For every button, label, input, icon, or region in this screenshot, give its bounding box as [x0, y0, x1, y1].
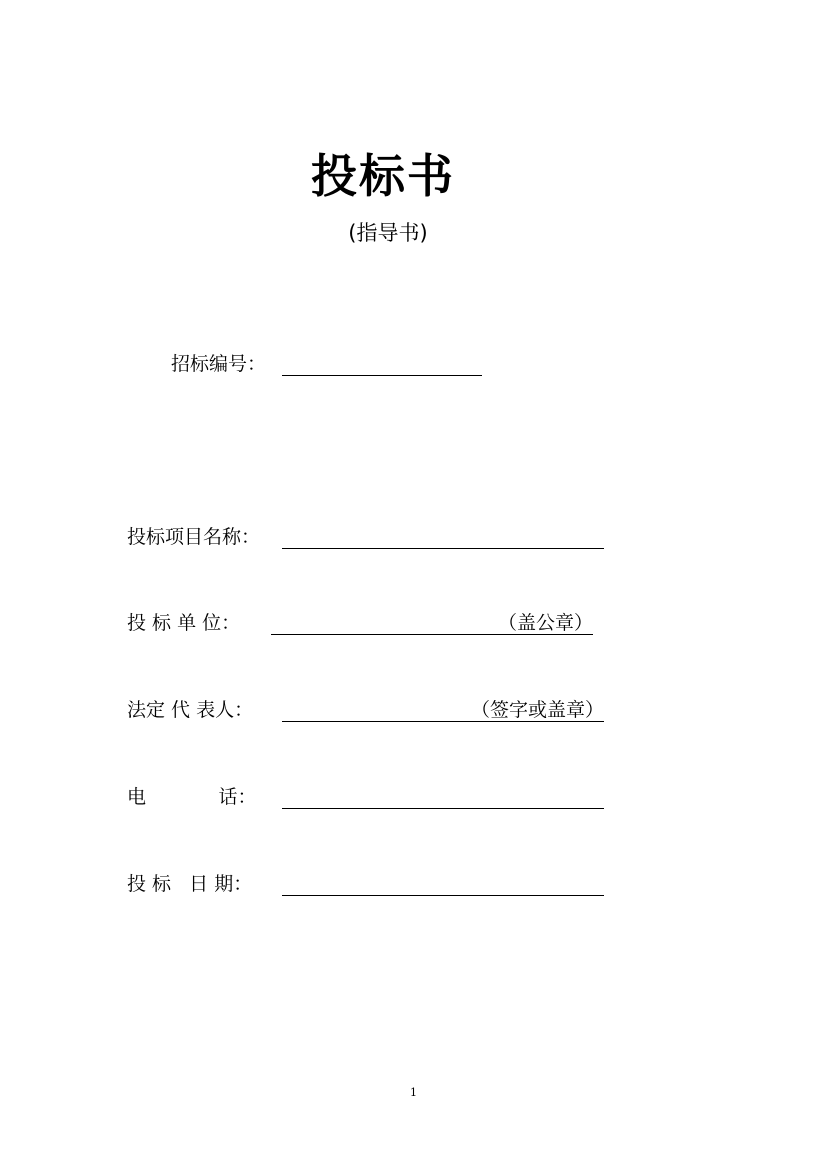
- bidder-field: [127, 610, 607, 638]
- project-name-label: 投标项目名称：: [127, 526, 261, 548]
- tender-number-label: 招标编号：: [171, 353, 267, 375]
- document-subtitle: (指导书): [348, 221, 428, 245]
- bidder-label: 投 标 单 位：: [127, 612, 241, 634]
- project-name-field: [127, 524, 617, 552]
- phone-field: [127, 784, 617, 812]
- phone-input[interactable]: [282, 784, 604, 809]
- tender-number-input[interactable]: [282, 351, 482, 376]
- page-number: 1: [410, 1086, 417, 1099]
- legal-representative-input[interactable]: （签字或盖章）: [282, 697, 604, 722]
- bid-date-label: 投 标 日 期：: [127, 873, 253, 895]
- legal-representative-field: [127, 697, 617, 725]
- phone-label: 电 话：: [127, 786, 257, 808]
- document-title: 投标书: [311, 149, 455, 203]
- tender-number-field: [171, 351, 491, 379]
- legal-representative-label: 法定 代 表人：: [127, 699, 254, 721]
- bid-date-field: [127, 871, 617, 899]
- bid-date-input[interactable]: [282, 871, 604, 896]
- bidder-input[interactable]: （盖公章）: [271, 610, 593, 635]
- project-name-input[interactable]: [282, 524, 604, 549]
